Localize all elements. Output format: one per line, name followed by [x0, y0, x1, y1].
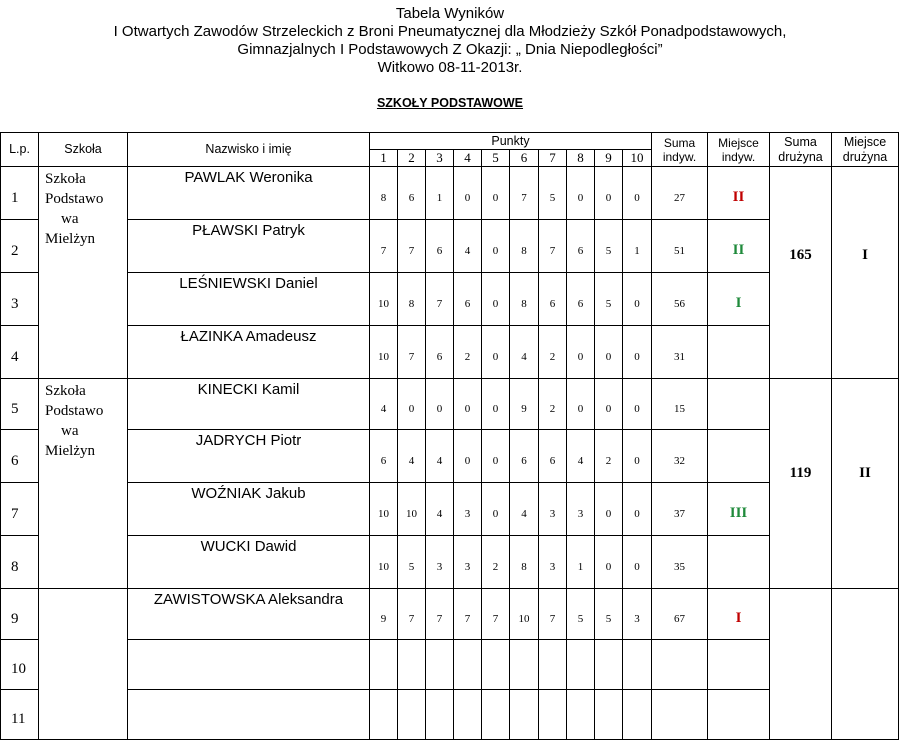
team-sum: 119 — [770, 379, 832, 589]
shot-score-6: 10 — [510, 589, 539, 640]
col-place-team-line2: drużyna — [842, 149, 888, 164]
individual-sum — [652, 640, 708, 690]
col-lp-header: L.p. — [1, 133, 39, 167]
shot-score-1: 6 — [370, 430, 398, 483]
shot-score-2: 0 — [398, 379, 426, 430]
shot-score-10: 0 — [623, 326, 652, 379]
doc-date: Witkowo 08-11-2013r. — [377, 59, 523, 76]
school-name-line: Mielżyn — [45, 443, 95, 459]
shot-score-9: 0 — [595, 326, 623, 379]
shot-header-10: 10 — [623, 150, 652, 167]
row-lp: 4 — [1, 326, 39, 379]
table-row — [1, 273, 899, 326]
shot-score-8: 0 — [567, 326, 595, 379]
shot-score-3: 3 — [426, 536, 454, 589]
shot-score-9: 0 — [595, 536, 623, 589]
shot-header-6: 6 — [510, 150, 539, 167]
document-header — [0, 0, 900, 77]
team-place — [832, 589, 899, 740]
individual-place — [708, 430, 770, 483]
competitor-name: WOŹNIAK Jakub — [128, 483, 370, 536]
shot-score-7: 6 — [539, 430, 567, 483]
shot-score-10 — [623, 690, 652, 740]
shot-score-8: 4 — [567, 430, 595, 483]
row-lp: 11 — [1, 690, 39, 740]
competitor-name: KINECKI Kamil — [128, 379, 370, 430]
doc-subtitle-line-2: Gimnazjalnych I Podstawowych Z Okazji: „ Dnia Niepodległości” — [237, 41, 663, 58]
shot-score-8: 0 — [567, 379, 595, 430]
shot-score-6: 8 — [510, 273, 539, 326]
shot-score-10: 1 — [623, 220, 652, 273]
shot-score-3: 1 — [426, 167, 454, 220]
shot-score-8: 1 — [567, 536, 595, 589]
shot-score-1: 10 — [370, 483, 398, 536]
table-row — [1, 167, 899, 220]
shot-score-4: 0 — [454, 379, 482, 430]
individual-place: II — [708, 167, 770, 220]
shot-score-1 — [370, 640, 398, 690]
shot-score-4: 0 — [454, 167, 482, 220]
shot-score-7: 3 — [539, 483, 567, 536]
shot-score-6: 4 — [510, 483, 539, 536]
individual-sum — [652, 690, 708, 740]
shot-score-9: 5 — [595, 220, 623, 273]
shot-score-1: 7 — [370, 220, 398, 273]
shot-header-3: 3 — [426, 150, 454, 167]
competitor-name: LEŚNIEWSKI Daniel — [128, 273, 370, 326]
shot-score-2: 5 — [398, 536, 426, 589]
shot-score-5: 0 — [482, 167, 510, 220]
shot-score-5: 0 — [482, 483, 510, 536]
shot-score-2: 7 — [398, 220, 426, 273]
shot-score-1 — [370, 690, 398, 740]
col-place-indiv-header — [708, 133, 770, 167]
shot-header-9: 9 — [595, 150, 623, 167]
shot-score-4 — [454, 690, 482, 740]
shot-header-8: 8 — [567, 150, 595, 167]
shot-score-2: 8 — [398, 273, 426, 326]
shot-score-2 — [398, 640, 426, 690]
shot-score-3: 4 — [426, 430, 454, 483]
shot-score-5: 0 — [482, 326, 510, 379]
shot-score-5: 0 — [482, 273, 510, 326]
shot-score-4: 0 — [454, 430, 482, 483]
individual-place: III — [708, 483, 770, 536]
shot-score-2 — [398, 690, 426, 740]
shot-score-9 — [595, 640, 623, 690]
shot-score-9: 5 — [595, 589, 623, 640]
shot-score-7: 7 — [539, 589, 567, 640]
individual-sum: 15 — [652, 379, 708, 430]
shot-score-5: 0 — [482, 430, 510, 483]
individual-place — [708, 690, 770, 740]
shot-score-6: 6 — [510, 430, 539, 483]
shot-score-4: 4 — [454, 220, 482, 273]
school-name-line: Podstawo — [45, 191, 104, 207]
col-name-header: Nazwisko i imię — [128, 133, 370, 167]
school-name-line: wa — [61, 211, 79, 227]
individual-place — [708, 640, 770, 690]
shot-score-3: 6 — [426, 326, 454, 379]
col-place-indiv-line2: indyw. — [721, 149, 756, 164]
table-row — [1, 589, 899, 640]
shot-score-6 — [510, 640, 539, 690]
shot-score-7: 3 — [539, 536, 567, 589]
col-place-indiv-line1: Miejsce — [718, 135, 759, 150]
shot-header-4: 4 — [454, 150, 482, 167]
shot-score-3: 7 — [426, 589, 454, 640]
individual-sum: 35 — [652, 536, 708, 589]
shot-score-1: 9 — [370, 589, 398, 640]
table-row — [1, 326, 899, 379]
shot-score-5 — [482, 690, 510, 740]
shot-score-9: 0 — [595, 167, 623, 220]
shot-score-6: 8 — [510, 536, 539, 589]
table-row — [1, 379, 899, 430]
shot-score-8: 3 — [567, 483, 595, 536]
col-sum-indiv-line1: Suma — [663, 135, 696, 150]
shot-score-1: 8 — [370, 167, 398, 220]
shot-header-7: 7 — [539, 150, 567, 167]
shot-score-8 — [567, 690, 595, 740]
school-name-line: Szkoła — [45, 171, 86, 187]
shot-score-4: 2 — [454, 326, 482, 379]
shot-score-10: 0 — [623, 273, 652, 326]
section-title: SZKOŁY PODSTAWOWE — [376, 96, 524, 110]
row-lp: 5 — [1, 379, 39, 430]
shot-score-7 — [539, 690, 567, 740]
shot-score-6: 9 — [510, 379, 539, 430]
shot-score-3: 7 — [426, 273, 454, 326]
shot-score-10: 0 — [623, 536, 652, 589]
team-place: I — [832, 167, 899, 379]
row-lp: 2 — [1, 220, 39, 273]
individual-place: II — [708, 220, 770, 273]
shot-score-6 — [510, 690, 539, 740]
table-row — [1, 536, 899, 589]
shot-score-7: 2 — [539, 326, 567, 379]
row-lp: 7 — [1, 483, 39, 536]
shot-score-10: 0 — [623, 483, 652, 536]
doc-title: Tabela Wyników — [395, 5, 505, 22]
shot-score-3 — [426, 640, 454, 690]
shot-score-6: 4 — [510, 326, 539, 379]
individual-place: I — [708, 273, 770, 326]
table-row — [1, 220, 899, 273]
shot-score-1: 10 — [370, 536, 398, 589]
shot-score-1: 10 — [370, 273, 398, 326]
results-table — [0, 132, 899, 740]
shot-score-7: 2 — [539, 379, 567, 430]
shot-score-3 — [426, 690, 454, 740]
row-lp: 3 — [1, 273, 39, 326]
shot-score-3: 4 — [426, 483, 454, 536]
team-sum: 165 — [770, 167, 832, 379]
table-row — [1, 640, 899, 690]
shot-score-5: 0 — [482, 220, 510, 273]
individual-place — [708, 326, 770, 379]
individual-sum: 37 — [652, 483, 708, 536]
shot-score-4: 7 — [454, 589, 482, 640]
col-school-header: Szkoła — [39, 133, 128, 167]
shot-score-6: 8 — [510, 220, 539, 273]
team-sum — [770, 589, 832, 740]
shot-score-10: 0 — [623, 430, 652, 483]
school-name-line: Podstawo — [45, 403, 104, 419]
col-sum-team-line2: drużyna — [778, 149, 823, 164]
individual-sum: 32 — [652, 430, 708, 483]
shot-score-3: 6 — [426, 220, 454, 273]
shot-score-2: 7 — [398, 589, 426, 640]
individual-sum: 56 — [652, 273, 708, 326]
shot-score-10: 3 — [623, 589, 652, 640]
shot-header-5: 5 — [482, 150, 510, 167]
individual-sum: 31 — [652, 326, 708, 379]
school-cell — [39, 167, 128, 379]
competitor-name — [128, 640, 370, 690]
shot-score-4: 6 — [454, 273, 482, 326]
shot-score-7: 5 — [539, 167, 567, 220]
shot-score-7: 6 — [539, 273, 567, 326]
shot-score-9: 0 — [595, 483, 623, 536]
shot-score-9: 0 — [595, 379, 623, 430]
school-name-line: wa — [61, 423, 79, 439]
shot-score-5: 0 — [482, 379, 510, 430]
shot-score-2: 6 — [398, 167, 426, 220]
individual-place — [708, 379, 770, 430]
doc-subtitle-line-1: I Otwartych Zawodów Strzeleckich z Broni Pneumatycznej dla Młodzieży Szkół Ponadpodstawowych, — [113, 23, 787, 40]
row-lp: 8 — [1, 536, 39, 589]
individual-sum: 67 — [652, 589, 708, 640]
individual-place: I — [708, 589, 770, 640]
col-sum-team-header — [770, 133, 832, 167]
row-lp: 6 — [1, 430, 39, 483]
shot-header-2: 2 — [398, 150, 426, 167]
shot-score-8: 6 — [567, 220, 595, 273]
col-sum-team-line1: Suma — [784, 134, 817, 149]
col-sum-indiv-header — [652, 133, 708, 167]
shot-score-4 — [454, 640, 482, 690]
shot-score-2: 10 — [398, 483, 426, 536]
shot-score-2: 7 — [398, 326, 426, 379]
shot-score-10: 0 — [623, 379, 652, 430]
table-row — [1, 483, 899, 536]
shot-score-8: 5 — [567, 589, 595, 640]
row-lp: 9 — [1, 589, 39, 640]
col-sum-indiv-line2: indyw. — [662, 149, 697, 164]
shot-score-1: 4 — [370, 379, 398, 430]
shot-score-9: 2 — [595, 430, 623, 483]
shot-score-9 — [595, 690, 623, 740]
shot-score-4: 3 — [454, 536, 482, 589]
competitor-name: ZAWISTOWSKA Aleksandra — [128, 589, 370, 640]
shot-score-4: 3 — [454, 483, 482, 536]
shot-score-10: 0 — [623, 167, 652, 220]
individual-sum: 51 — [652, 220, 708, 273]
row-lp: 1 — [1, 167, 39, 220]
shot-score-7 — [539, 640, 567, 690]
competitor-name: WUCKI Dawid — [128, 536, 370, 589]
competitor-name: ŁAZINKA Amadeusz — [128, 326, 370, 379]
shot-score-10 — [623, 640, 652, 690]
shot-score-3: 0 — [426, 379, 454, 430]
shot-score-8: 6 — [567, 273, 595, 326]
col-place-team-header — [832, 133, 899, 167]
shot-score-6: 7 — [510, 167, 539, 220]
competitor-name: PAWLAK Weronika — [128, 167, 370, 220]
col-points-header: Punkty — [370, 133, 652, 150]
competitor-name: JADRYCH Piotr — [128, 430, 370, 483]
shot-header-1: 1 — [370, 150, 398, 167]
shot-score-8: 0 — [567, 167, 595, 220]
shot-score-5: 7 — [482, 589, 510, 640]
col-place-team-line1: Miejsce — [843, 134, 887, 149]
competitor-name — [128, 690, 370, 740]
shot-score-7: 7 — [539, 220, 567, 273]
school-name-line: Szkoła — [45, 383, 86, 399]
shot-score-2: 4 — [398, 430, 426, 483]
shot-score-9: 5 — [595, 273, 623, 326]
shot-score-5 — [482, 640, 510, 690]
team-place: II — [832, 379, 899, 589]
shot-score-5: 2 — [482, 536, 510, 589]
school-cell — [39, 589, 128, 740]
header-row-1 — [1, 133, 899, 150]
competitor-name: PŁAWSKI Patryk — [128, 220, 370, 273]
school-name-line: Mielżyn — [45, 231, 95, 247]
individual-place — [708, 536, 770, 589]
table-row — [1, 690, 899, 740]
table-row — [1, 430, 899, 483]
individual-sum: 27 — [652, 167, 708, 220]
row-lp: 10 — [1, 640, 39, 690]
shot-score-1: 10 — [370, 326, 398, 379]
shot-score-8 — [567, 640, 595, 690]
school-cell — [39, 379, 128, 589]
